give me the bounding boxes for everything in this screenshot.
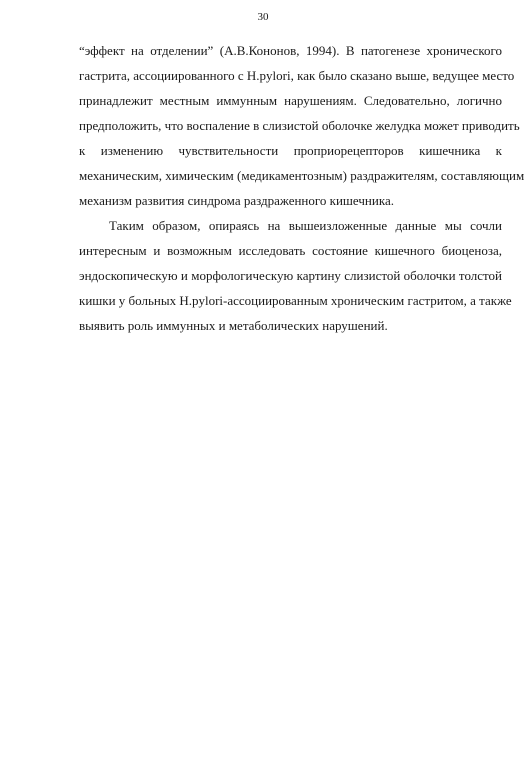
text-line: предположить, что воспаление в слизистой оболочке желудка может приводить	[79, 118, 520, 133]
text-line: механизм развития синдрома раздраженного кишечника.	[79, 193, 394, 208]
text-line: интересным и возможным исследовать состояние кишечного биоценоза,	[79, 243, 502, 258]
text-line: принадлежит местным иммунным нарушениям. Следовательно, логично	[79, 93, 502, 108]
paragraph-1	[79, 38, 525, 213]
text-line: механическим, химическим (медикаментозным) раздражителям, составляющим	[79, 168, 525, 183]
text-line: эндоскопическую и морфологическую картину слизистой оболочки толстой	[79, 268, 502, 283]
text-line: Таким образом, опираясь на вышеизложенные данные мы сочли	[109, 218, 502, 233]
page-number: 30	[257, 11, 269, 23]
text-line: кишки у больных H.pylori-ассоциированным хроническим гастритом, а также	[79, 293, 512, 308]
page-body	[79, 38, 525, 338]
paragraph-2	[79, 213, 512, 338]
text-line: “эффект на отделении” (А.В.Кононов, 1994). В патогенезе хронического	[79, 43, 502, 58]
text-line: гастрита, ассоциированного с H.pylori, как было сказано выше, ведущее место	[79, 68, 515, 83]
text-line: к изменению чувствительности проприорецепторов кишечника к	[79, 143, 502, 158]
text-line: выявить роль иммунных и метаболических нарушений.	[79, 318, 388, 333]
